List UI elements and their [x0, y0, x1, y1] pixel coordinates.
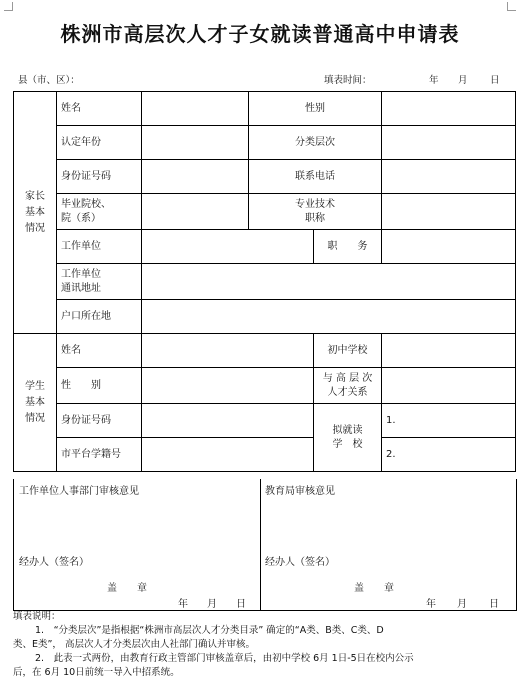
- label-student-id: 身份证号码: [57, 404, 142, 438]
- hr-year: 年: [178, 599, 188, 610]
- field-junior-school[interactable]: [382, 334, 516, 368]
- label-category-level: 分类层次: [249, 126, 382, 160]
- field-work-address[interactable]: [142, 264, 516, 300]
- form-instructions: [13, 610, 515, 680]
- edu-day: 日: [489, 599, 499, 610]
- label-student-name: 姓名: [57, 334, 142, 368]
- application-table: [13, 91, 516, 472]
- label-work-address: 工作单位 通讯地址: [57, 264, 142, 300]
- label-talent-relation: 与 高 层 次 人才关系: [314, 368, 382, 404]
- label-student-gender: 性 别: [57, 368, 142, 404]
- edu-year: 年: [426, 599, 436, 610]
- field-registry-number[interactable]: [142, 438, 314, 472]
- label-parent-name: 姓名: [57, 92, 142, 126]
- hr-seal-label: 盖 章: [107, 583, 147, 594]
- field-phone[interactable]: [382, 160, 516, 194]
- label-position: 职 务: [314, 230, 382, 264]
- field-position[interactable]: [382, 230, 516, 264]
- parent-section-label: 家长 基本 情况: [14, 92, 57, 334]
- field-certified-year[interactable]: [142, 126, 249, 160]
- field-graduate-school[interactable]: [142, 194, 249, 230]
- fill-time-label: 填表时间：: [324, 75, 372, 86]
- label-registry-number: 市平台学籍号: [57, 438, 142, 472]
- hr-opinion-label: 工作单位人事部门审核意见: [19, 486, 139, 497]
- note-1-line-1: 1. “分类层次”是指根据“株洲市高层次人才分类目录” 确定的“A类、B类、C类、D: [35, 625, 384, 636]
- label-hukou: 户口所在地: [57, 300, 142, 334]
- review-section: [13, 479, 517, 611]
- header-year: 年: [429, 75, 439, 86]
- edu-review-box[interactable]: [261, 479, 516, 610]
- note-1-line-2: 类、E类”， 高层次人才分类层次由人社部门确认并审核。: [13, 639, 255, 650]
- label-graduate-school: 毕业院校、 院（系）: [57, 194, 142, 230]
- edu-handler-label: 经办人（签名）: [265, 557, 335, 568]
- corner-mark-tr: [507, 2, 516, 11]
- field-student-name[interactable]: [142, 334, 314, 368]
- form-title: 株洲市高层次人才子女就读普通高中申请表: [60, 22, 460, 46]
- label-professional-title: 专业技术 职称: [249, 194, 382, 230]
- header-day: 日: [490, 75, 500, 86]
- hr-day: 日: [236, 599, 246, 610]
- label-parent-gender: 性别: [249, 92, 382, 126]
- hr-review-box[interactable]: [14, 479, 261, 610]
- field-intended-school-2[interactable]: 2.: [382, 438, 516, 472]
- header-month: 月: [458, 75, 468, 86]
- edu-opinion-label: 教育局审核意见: [265, 486, 335, 497]
- label-phone: 联系电话: [249, 160, 382, 194]
- note-2-line-1: 2. 此表一式两份，由教育行政主管部门审核盖章后，由初中学校 6月 1日-5日在校内公示: [35, 653, 414, 664]
- label-certified-year: 认定年份: [57, 126, 142, 160]
- corner-mark-tl: [4, 2, 13, 11]
- field-student-gender[interactable]: [142, 368, 314, 404]
- hr-month: 月: [207, 599, 217, 610]
- field-talent-relation[interactable]: [382, 368, 516, 404]
- hr-handler-label: 经办人（签名）: [19, 557, 89, 568]
- field-student-id[interactable]: [142, 404, 314, 438]
- edu-month: 月: [457, 599, 467, 610]
- label-intended-school: 拟就读 学 校: [314, 404, 382, 472]
- field-intended-school-1[interactable]: 1.: [382, 404, 516, 438]
- field-hukou[interactable]: [142, 300, 516, 334]
- field-work-unit[interactable]: [142, 230, 314, 264]
- instructions-heading: 填表说明：: [13, 611, 61, 622]
- field-parent-gender[interactable]: [382, 92, 516, 126]
- note-2-line-2: 后，在 6月 10日前统一导入中招系统。: [13, 667, 180, 678]
- label-junior-school: 初中学校: [314, 334, 382, 368]
- label-work-unit: 工作单位: [57, 230, 142, 264]
- field-category-level[interactable]: [382, 126, 516, 160]
- field-parent-id[interactable]: [142, 160, 249, 194]
- student-section-label: 学生 基本 情况: [14, 334, 57, 472]
- county-label: 县（市、区）：: [18, 75, 80, 86]
- field-parent-name[interactable]: [142, 92, 249, 126]
- edu-seal-label: 盖 章: [354, 583, 394, 594]
- field-professional-title[interactable]: [382, 194, 516, 230]
- label-parent-id: 身份证号码: [57, 160, 142, 194]
